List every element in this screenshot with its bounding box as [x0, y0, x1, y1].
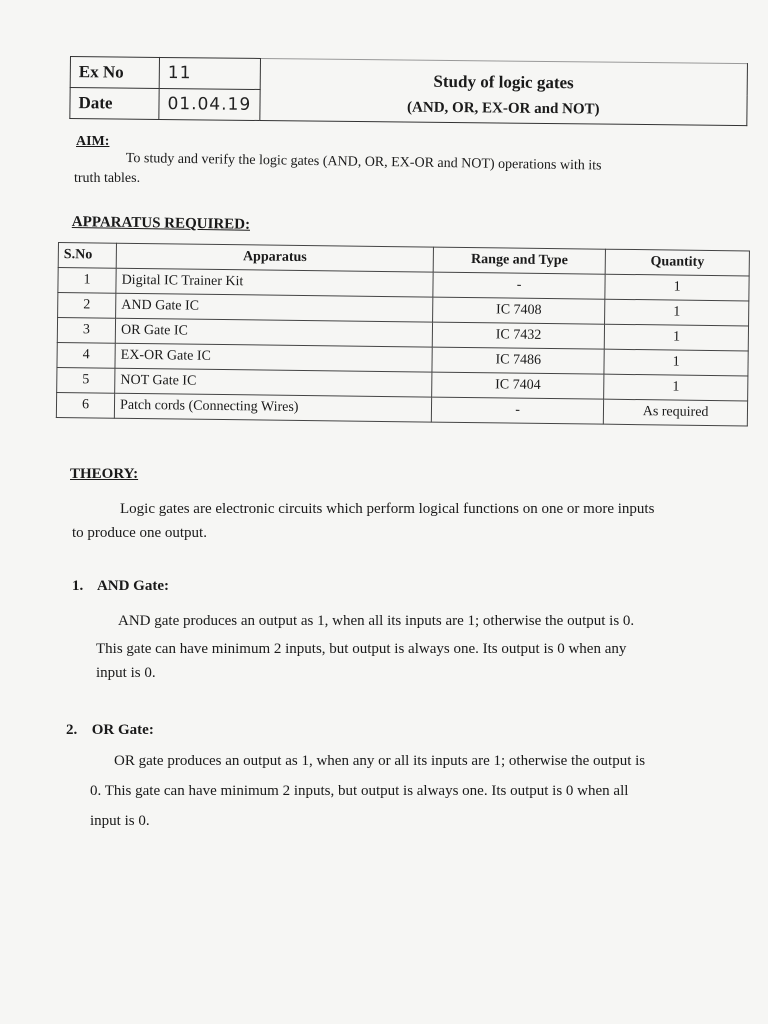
row-sno: 6: [56, 392, 114, 418]
row-range: -: [433, 272, 606, 299]
theory-intro-line1: Logic gates are electronic circuits which perform logical functions on one or more inputs: [120, 501, 655, 517]
experiment-title: Study of logic gates: [433, 71, 574, 93]
row-sno: 2: [58, 293, 116, 319]
or-gate-text-line3: input is 0.: [90, 813, 150, 829]
aim-text-line1: To study and verify the logic gates (AND, OR, EX-OR and NOT) operations with its: [125, 150, 602, 174]
item-number: 1.: [72, 578, 84, 594]
date-value: 01.04.19: [159, 88, 260, 120]
apparatus-heading: APPARATUS REQUIRED:: [71, 214, 251, 233]
column-header-apparatus: Apparatus: [116, 243, 433, 272]
and-gate-text-line3: input is 0.: [96, 665, 156, 681]
aim-text-line2: truth tables.: [74, 171, 141, 186]
row-apparatus: OR Gate IC: [115, 318, 432, 347]
or-gate-text-line2: 0. This gate can have minimum 2 inputs, but output is always one. Its output is 0 when all: [90, 783, 629, 799]
apparatus-table: [56, 242, 750, 426]
column-header-range: Range and Type: [433, 247, 606, 274]
ex-no-label: Ex No: [70, 57, 159, 89]
date-label: Date: [70, 88, 159, 120]
or-gate-text-line1: OR gate produces an output as 1, when any or all its inputs are 1; otherwise the output is: [114, 753, 646, 769]
item-number: 2.: [66, 722, 78, 738]
row-apparatus: AND Gate IC: [116, 293, 433, 322]
aim-heading: AIM:: [76, 134, 110, 149]
column-header-sno: S.No: [58, 243, 116, 269]
row-sno: 3: [57, 318, 115, 344]
row-apparatus: EX-OR Gate IC: [115, 343, 432, 372]
and-gate-text-line1: AND gate produces an output as 1, when all its inputs are 1; otherwise the output is 0.: [118, 613, 635, 629]
row-quantity: As required: [604, 399, 748, 426]
row-quantity: 1: [604, 324, 748, 351]
row-quantity: 1: [604, 374, 748, 401]
row-range: IC 7408: [433, 297, 606, 324]
row-range: IC 7404: [432, 372, 605, 399]
column-header-quantity: Quantity: [605, 249, 749, 276]
row-apparatus: NOT Gate IC: [115, 368, 432, 397]
row-sno: 5: [57, 367, 115, 393]
row-quantity: 1: [605, 299, 749, 326]
row-apparatus: Patch cords (Connecting Wires): [114, 393, 431, 422]
experiment-title-cell: [260, 58, 748, 125]
item-title: AND Gate:: [96, 578, 170, 594]
row-sno: 1: [58, 268, 116, 294]
and-gate-text-line2: This gate can have minimum 2 inputs, but output is always one. Its output is 0 when any: [96, 641, 627, 657]
and-gate-heading: [72, 578, 169, 595]
row-quantity: 1: [604, 349, 748, 376]
row-apparatus: Digital IC Trainer Kit: [116, 268, 433, 297]
row-quantity: 1: [605, 274, 749, 301]
ex-no-value: 11: [159, 57, 260, 89]
experiment-header-table: [69, 56, 748, 155]
item-title: OR Gate:: [91, 722, 154, 738]
row-range: IC 7486: [432, 347, 605, 374]
row-sno: 4: [57, 342, 115, 368]
theory-intro-line2: to produce one output.: [72, 525, 207, 541]
or-gate-heading: [66, 722, 154, 739]
row-range: -: [431, 397, 604, 424]
theory-heading: THEORY:: [70, 466, 139, 482]
row-range: IC 7432: [432, 322, 605, 349]
experiment-subtitle: (AND, OR, EX-OR and NOT): [406, 99, 600, 118]
